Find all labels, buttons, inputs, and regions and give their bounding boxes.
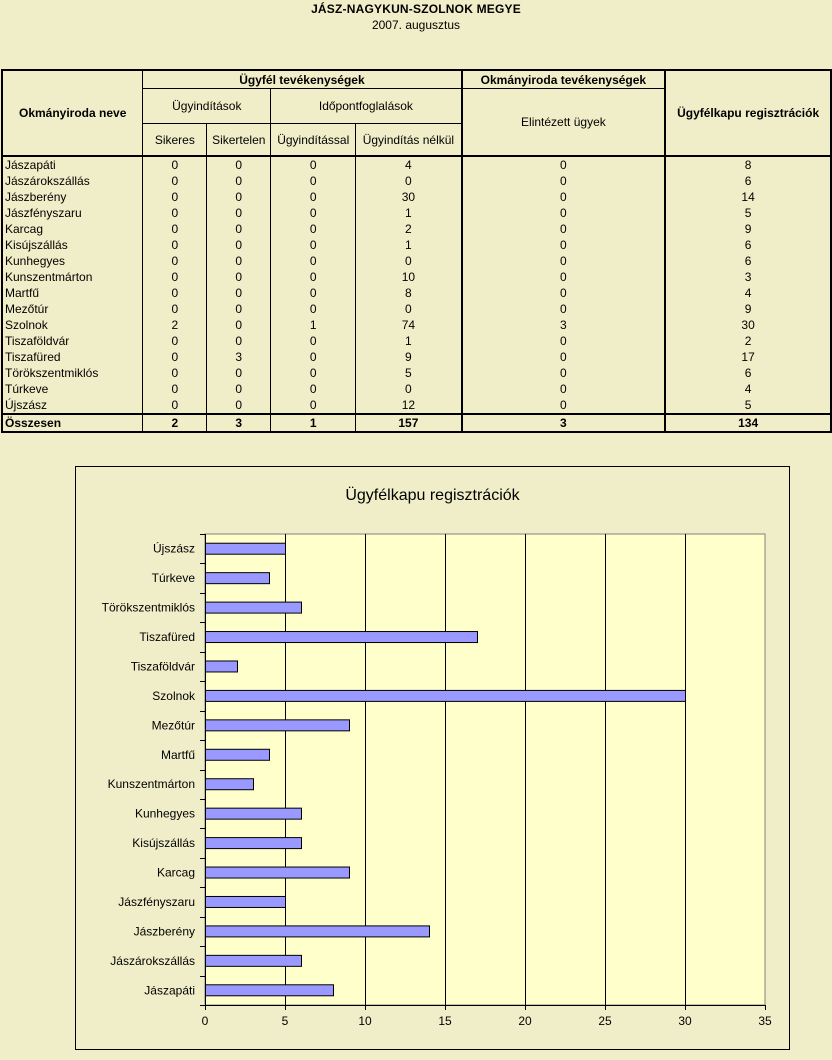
office-name-cell: Kisújszállás [2, 237, 143, 253]
value-cell: 0 [271, 397, 356, 414]
value-cell: 1 [356, 333, 462, 349]
statistics-table [1, 69, 832, 433]
value-cell: 0 [462, 381, 666, 397]
value-cell: 8 [356, 285, 462, 301]
y-tick-label: Jászberény [133, 924, 195, 939]
value-cell: 0 [462, 285, 666, 301]
total-label: Összesen [2, 414, 143, 432]
y-tick-label: Kisújszállás [132, 836, 195, 851]
value-cell: 2 [356, 221, 462, 237]
value-cell: 0 [271, 349, 356, 365]
value-cell: 0 [207, 189, 271, 205]
col-header-ugyinditas-nelkul: Ügyindítás nélkül [356, 124, 462, 157]
col-header-sikertelen: Sikertelen [207, 124, 271, 157]
office-name-cell: Jászapáti [2, 156, 143, 173]
bar [206, 543, 286, 554]
value-cell: 6 [665, 365, 831, 381]
bar [206, 926, 430, 937]
value-cell: 8 [665, 156, 831, 173]
y-tick-label: Mezőtúr [151, 718, 195, 733]
y-tick-label: Kunszentmárton [107, 777, 195, 792]
value-cell: 0 [271, 205, 356, 221]
office-name-cell: Jászárokszállás [2, 173, 143, 189]
value-cell: 0 [143, 397, 207, 414]
table-row [2, 237, 831, 253]
value-cell: 0 [271, 189, 356, 205]
value-cell: 0 [143, 349, 207, 365]
table-row [2, 269, 831, 285]
table-row [2, 317, 831, 333]
office-name-cell: Jászfényszaru [2, 205, 143, 221]
value-cell: 0 [207, 333, 271, 349]
table-body [2, 156, 831, 432]
value-cell: 0 [271, 156, 356, 173]
x-tick-label: 0 [201, 1014, 209, 1028]
report-header [0, 0, 832, 32]
value-cell: 6 [665, 173, 831, 189]
office-name-cell: Kunhegyes [2, 253, 143, 269]
x-tick-label: 20 [518, 1014, 532, 1028]
value-cell: 0 [207, 397, 271, 414]
table-row [2, 189, 831, 205]
value-cell: 0 [462, 349, 666, 365]
value-cell: 0 [462, 173, 666, 189]
value-cell: 3 [207, 414, 271, 432]
bar [206, 749, 270, 760]
table-row [2, 349, 831, 365]
office-name-cell: Újszász [2, 397, 143, 414]
x-tick-label: 25 [598, 1014, 612, 1028]
value-cell: 0 [143, 221, 207, 237]
value-cell: 0 [462, 237, 666, 253]
group-header-ugyfel: Ügyfél tevékenységek [143, 70, 462, 89]
value-cell: 0 [271, 381, 356, 397]
bar [206, 808, 302, 819]
value-cell: 0 [143, 189, 207, 205]
y-tick-label: Újszász [152, 541, 195, 556]
value-cell: 0 [271, 253, 356, 269]
y-tick-label: Törökszentmiklós [101, 600, 195, 615]
value-cell: 0 [462, 189, 666, 205]
col-header-sikeres: Sikeres [143, 124, 207, 157]
col-header-kapu: Ügyfélkapu regisztrációk [665, 70, 831, 156]
table-row [2, 397, 831, 414]
subheader-idopontfoglalasok: Időpontfoglalások [271, 89, 462, 124]
y-tick-label: Kunhegyes [134, 806, 195, 821]
value-cell: 0 [271, 285, 356, 301]
value-cell: 0 [207, 365, 271, 381]
subheader-ugyinditasok: Ügyindítások [143, 89, 271, 124]
office-name-cell: Tiszaföldvár [2, 333, 143, 349]
value-cell: 9 [665, 301, 831, 317]
value-cell: 0 [462, 301, 666, 317]
y-tick-label: Tiszaföldvár [130, 659, 195, 674]
value-cell: 0 [462, 221, 666, 237]
value-cell: 0 [271, 365, 356, 381]
value-cell: 0 [143, 253, 207, 269]
value-cell: 0 [143, 365, 207, 381]
bar [206, 602, 302, 613]
office-name-cell: Martfű [2, 285, 143, 301]
value-cell: 0 [143, 173, 207, 189]
office-name-cell: Törökszentmiklós [2, 365, 143, 381]
col-header-name: Okmányiroda neve [2, 70, 143, 156]
value-cell: 0 [271, 333, 356, 349]
bar [206, 690, 686, 701]
value-cell: 1 [271, 317, 356, 333]
x-tick-label: 5 [281, 1014, 289, 1028]
value-cell: 0 [207, 253, 271, 269]
value-cell: 0 [356, 301, 462, 317]
y-tick-label: Karcag [156, 865, 195, 880]
value-cell: 0 [462, 269, 666, 285]
table-row [2, 301, 831, 317]
value-cell: 0 [462, 253, 666, 269]
value-cell: 6 [665, 237, 831, 253]
value-cell: 0 [207, 301, 271, 317]
office-name-cell: Tiszafüred [2, 349, 143, 365]
bar [206, 632, 478, 643]
table-row [2, 173, 831, 189]
table-row [2, 285, 831, 301]
x-tick-label: 35 [758, 1014, 772, 1028]
chart-title: Ügyfélkapu regisztrációk [345, 487, 520, 504]
value-cell: 2 [665, 333, 831, 349]
table-row [2, 365, 831, 381]
value-cell: 1 [356, 205, 462, 221]
value-cell: 0 [143, 237, 207, 253]
office-name-cell: Szolnok [2, 317, 143, 333]
value-cell: 3 [665, 269, 831, 285]
value-cell: 0 [143, 301, 207, 317]
value-cell: 30 [356, 189, 462, 205]
value-cell: 0 [271, 221, 356, 237]
bar [206, 779, 254, 790]
bar [206, 838, 302, 849]
value-cell: 0 [207, 156, 271, 173]
bar [206, 573, 270, 584]
bar [206, 867, 350, 878]
value-cell: 0 [207, 381, 271, 397]
bar [206, 985, 334, 996]
bar [206, 720, 350, 731]
value-cell: 2 [143, 414, 207, 432]
value-cell: 0 [462, 205, 666, 221]
x-tick-label: 30 [678, 1014, 692, 1028]
value-cell: 0 [207, 237, 271, 253]
value-cell: 5 [356, 365, 462, 381]
value-cell: 0 [271, 237, 356, 253]
value-cell: 0 [462, 156, 666, 173]
group-header-okmany: Okmányiroda tevékenységek [462, 70, 666, 89]
value-cell: 0 [207, 205, 271, 221]
value-cell: 0 [143, 205, 207, 221]
value-cell: 4 [665, 285, 831, 301]
value-cell: 4 [665, 381, 831, 397]
value-cell: 4 [356, 156, 462, 173]
table-row [2, 381, 831, 397]
value-cell: 3 [462, 414, 666, 432]
value-cell: 0 [207, 173, 271, 189]
value-cell: 12 [356, 397, 462, 414]
value-cell: 14 [665, 189, 831, 205]
bar [206, 955, 302, 966]
value-cell: 0 [356, 381, 462, 397]
value-cell: 0 [143, 156, 207, 173]
value-cell: 17 [665, 349, 831, 365]
y-tick-label: Szolnok [152, 688, 195, 703]
value-cell: 0 [462, 365, 666, 381]
total-row [2, 414, 831, 432]
value-cell: 5 [665, 397, 831, 414]
value-cell: 5 [665, 205, 831, 221]
report-subtitle: 2007. augusztus [371, 18, 461, 32]
value-cell: 0 [207, 221, 271, 237]
value-cell: 157 [356, 414, 462, 432]
value-cell: 0 [462, 397, 666, 414]
office-name-cell: Mezőtúr [2, 301, 143, 317]
value-cell: 9 [665, 221, 831, 237]
value-cell: 0 [207, 317, 271, 333]
value-cell: 1 [356, 237, 462, 253]
value-cell: 74 [356, 317, 462, 333]
value-cell: 0 [143, 333, 207, 349]
value-cell: 0 [143, 381, 207, 397]
bar [206, 661, 238, 672]
y-tick-label: Jászfényszaru [118, 894, 195, 909]
value-cell: 0 [462, 333, 666, 349]
office-name-cell: Kunszentmárton [2, 269, 143, 285]
bar [206, 896, 286, 907]
x-tick-label: 15 [438, 1014, 452, 1028]
value-cell: 2 [143, 317, 207, 333]
y-tick-label: Jászapáti [144, 983, 195, 998]
value-cell: 3 [207, 349, 271, 365]
office-name-cell: Túrkeve [2, 381, 143, 397]
table-row [2, 205, 831, 221]
x-tick-label: 10 [358, 1014, 372, 1028]
value-cell: 0 [143, 285, 207, 301]
value-cell: 30 [665, 317, 831, 333]
col-header-ugyinditassal: Ügyindítással [271, 124, 356, 157]
value-cell: 3 [462, 317, 666, 333]
value-cell: 0 [356, 253, 462, 269]
y-tick-label: Túrkeve [151, 571, 195, 586]
value-cell: 0 [271, 269, 356, 285]
y-tick-label: Tiszafüred [139, 630, 195, 645]
office-name-cell: Jászberény [2, 189, 143, 205]
table-row [2, 221, 831, 237]
value-cell: 0 [271, 173, 356, 189]
value-cell: 134 [665, 414, 831, 432]
bar-chart [76, 467, 789, 1049]
value-cell: 0 [356, 173, 462, 189]
value-cell: 1 [271, 414, 356, 432]
table-row [2, 156, 831, 173]
y-tick-label: Martfű [160, 747, 195, 762]
y-tick-label: Jászárokszállás [110, 953, 195, 968]
value-cell: 0 [143, 269, 207, 285]
table-row [2, 333, 831, 349]
col-header-elintezett: Elintézett ügyek [462, 89, 666, 157]
value-cell: 10 [356, 269, 462, 285]
value-cell: 6 [665, 253, 831, 269]
report-title: JÁSZ-NAGYKUN-SZOLNOK MEGYE [311, 2, 521, 16]
value-cell: 0 [271, 301, 356, 317]
table-row [2, 253, 831, 269]
value-cell: 0 [207, 269, 271, 285]
value-cell: 9 [356, 349, 462, 365]
office-name-cell: Karcag [2, 221, 143, 237]
chart-container [75, 466, 790, 1050]
value-cell: 0 [207, 285, 271, 301]
